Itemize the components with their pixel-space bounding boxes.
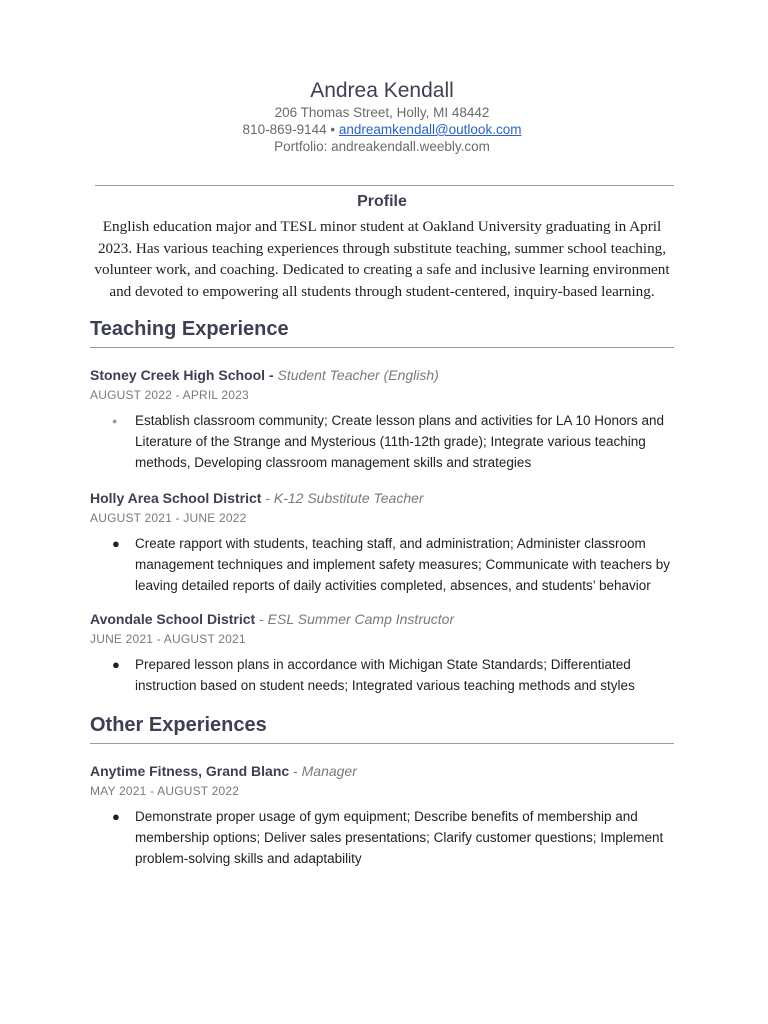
- list-item: [90, 533, 674, 596]
- job-bullets: [90, 410, 674, 473]
- job-role: ESL Summer Camp Instructor: [267, 611, 455, 627]
- job-title-line: [90, 610, 674, 628]
- job-dates: AUGUST 2022 - APRIL 2023: [90, 388, 249, 402]
- job-dates: AUGUST 2021 - JUNE 2022: [90, 511, 247, 525]
- portfolio: Portfolio: andreakendall.weebly.com: [274, 139, 490, 154]
- teaching-section-rule: [90, 347, 674, 348]
- bullet-icon: ●: [112, 536, 120, 551]
- job-bullets: [90, 806, 674, 869]
- bullet-icon: ●: [112, 657, 120, 672]
- bullet-icon: ●: [112, 809, 120, 824]
- profile-heading: Profile: [357, 193, 407, 210]
- job-organization: Holly Area School District: [90, 490, 262, 506]
- bullet-icon: ●: [112, 416, 118, 426]
- job-entry: [90, 489, 674, 596]
- job-dates: MAY 2021 - AUGUST 2022: [90, 784, 240, 798]
- job-bullets: [90, 654, 674, 696]
- list-item: [90, 654, 674, 696]
- address: 206 Thomas Street, Holly, MI 48442: [274, 105, 490, 120]
- job-title-line: [90, 366, 674, 384]
- job-organization: Stoney Creek High School -: [90, 367, 274, 383]
- candidate-name: Andrea Kendall: [310, 79, 454, 102]
- list-item: [90, 410, 674, 473]
- contact-separator: •: [330, 122, 336, 137]
- bullet-text: Demonstrate proper usage of gym equipment; Describe benefits of membership and membership options; Deliver sales presentations; Clarify customer questions; Implement problem-solving skills and adaptability: [135, 809, 664, 866]
- list-item: [90, 806, 674, 869]
- bullet-text: Establish classroom community; Create lesson plans and activities for LA 10 Honors and Literature of the Strange and Mysterious (11th-12th grade); Integrate various teaching methods, Developing classroom management skills and strategies: [135, 413, 665, 470]
- resume-page: [90, 0, 674, 1024]
- job-role: Student Teacher (English): [277, 367, 439, 383]
- profile-text: English education major and TESL minor student at Oakland University graduating in April 2023. Has various teaching experiences through substitute teaching, summer school teaching, volunteer work, and coaching. Dedicated to creating a safe and inclusive learning environment and devoted to empowering all students through student-centered, inquiry-based learning.: [94, 218, 670, 300]
- phone: 810-869-9144: [242, 122, 327, 137]
- job-entry: [90, 610, 674, 696]
- job-bullets: [90, 533, 674, 596]
- teaching-experience-heading: Teaching Experience: [90, 318, 289, 340]
- job-separator: -: [293, 763, 298, 779]
- job-separator: -: [259, 611, 264, 627]
- other-section-rule: [90, 743, 674, 744]
- phone-email-line: [90, 121, 674, 138]
- job-organization: Anytime Fitness, Grand Blanc: [90, 763, 290, 779]
- email-link[interactable]: andreamkendall@outlook.com: [338, 122, 522, 137]
- job-organization: Avondale School District: [90, 611, 256, 627]
- job-title-line: [90, 489, 674, 507]
- header-divider: [95, 185, 674, 186]
- job-entry: [90, 762, 674, 869]
- job-role: Manager: [301, 763, 357, 779]
- job-title-line: [90, 762, 674, 780]
- other-experiences-heading: Other Experiences: [90, 714, 267, 736]
- bullet-text: Create rapport with students, teaching staff, and administration; Administer classroom management techniques and implement safety measures; Communicate with teachers by leaving detailed reports of daily activities completed, absences, and students’ behavior: [135, 536, 671, 593]
- resume-header: [90, 78, 674, 155]
- bullet-text: Prepared lesson plans in accordance with Michigan State Standards; Differentiated instruction based on student needs; Integrated various teaching methods and styles: [135, 657, 635, 693]
- job-role: K-12 Substitute Teacher: [273, 490, 424, 506]
- job-dates: JUNE 2021 - AUGUST 2021: [90, 632, 246, 646]
- job-separator: -: [265, 490, 270, 506]
- job-entry: [90, 366, 674, 473]
